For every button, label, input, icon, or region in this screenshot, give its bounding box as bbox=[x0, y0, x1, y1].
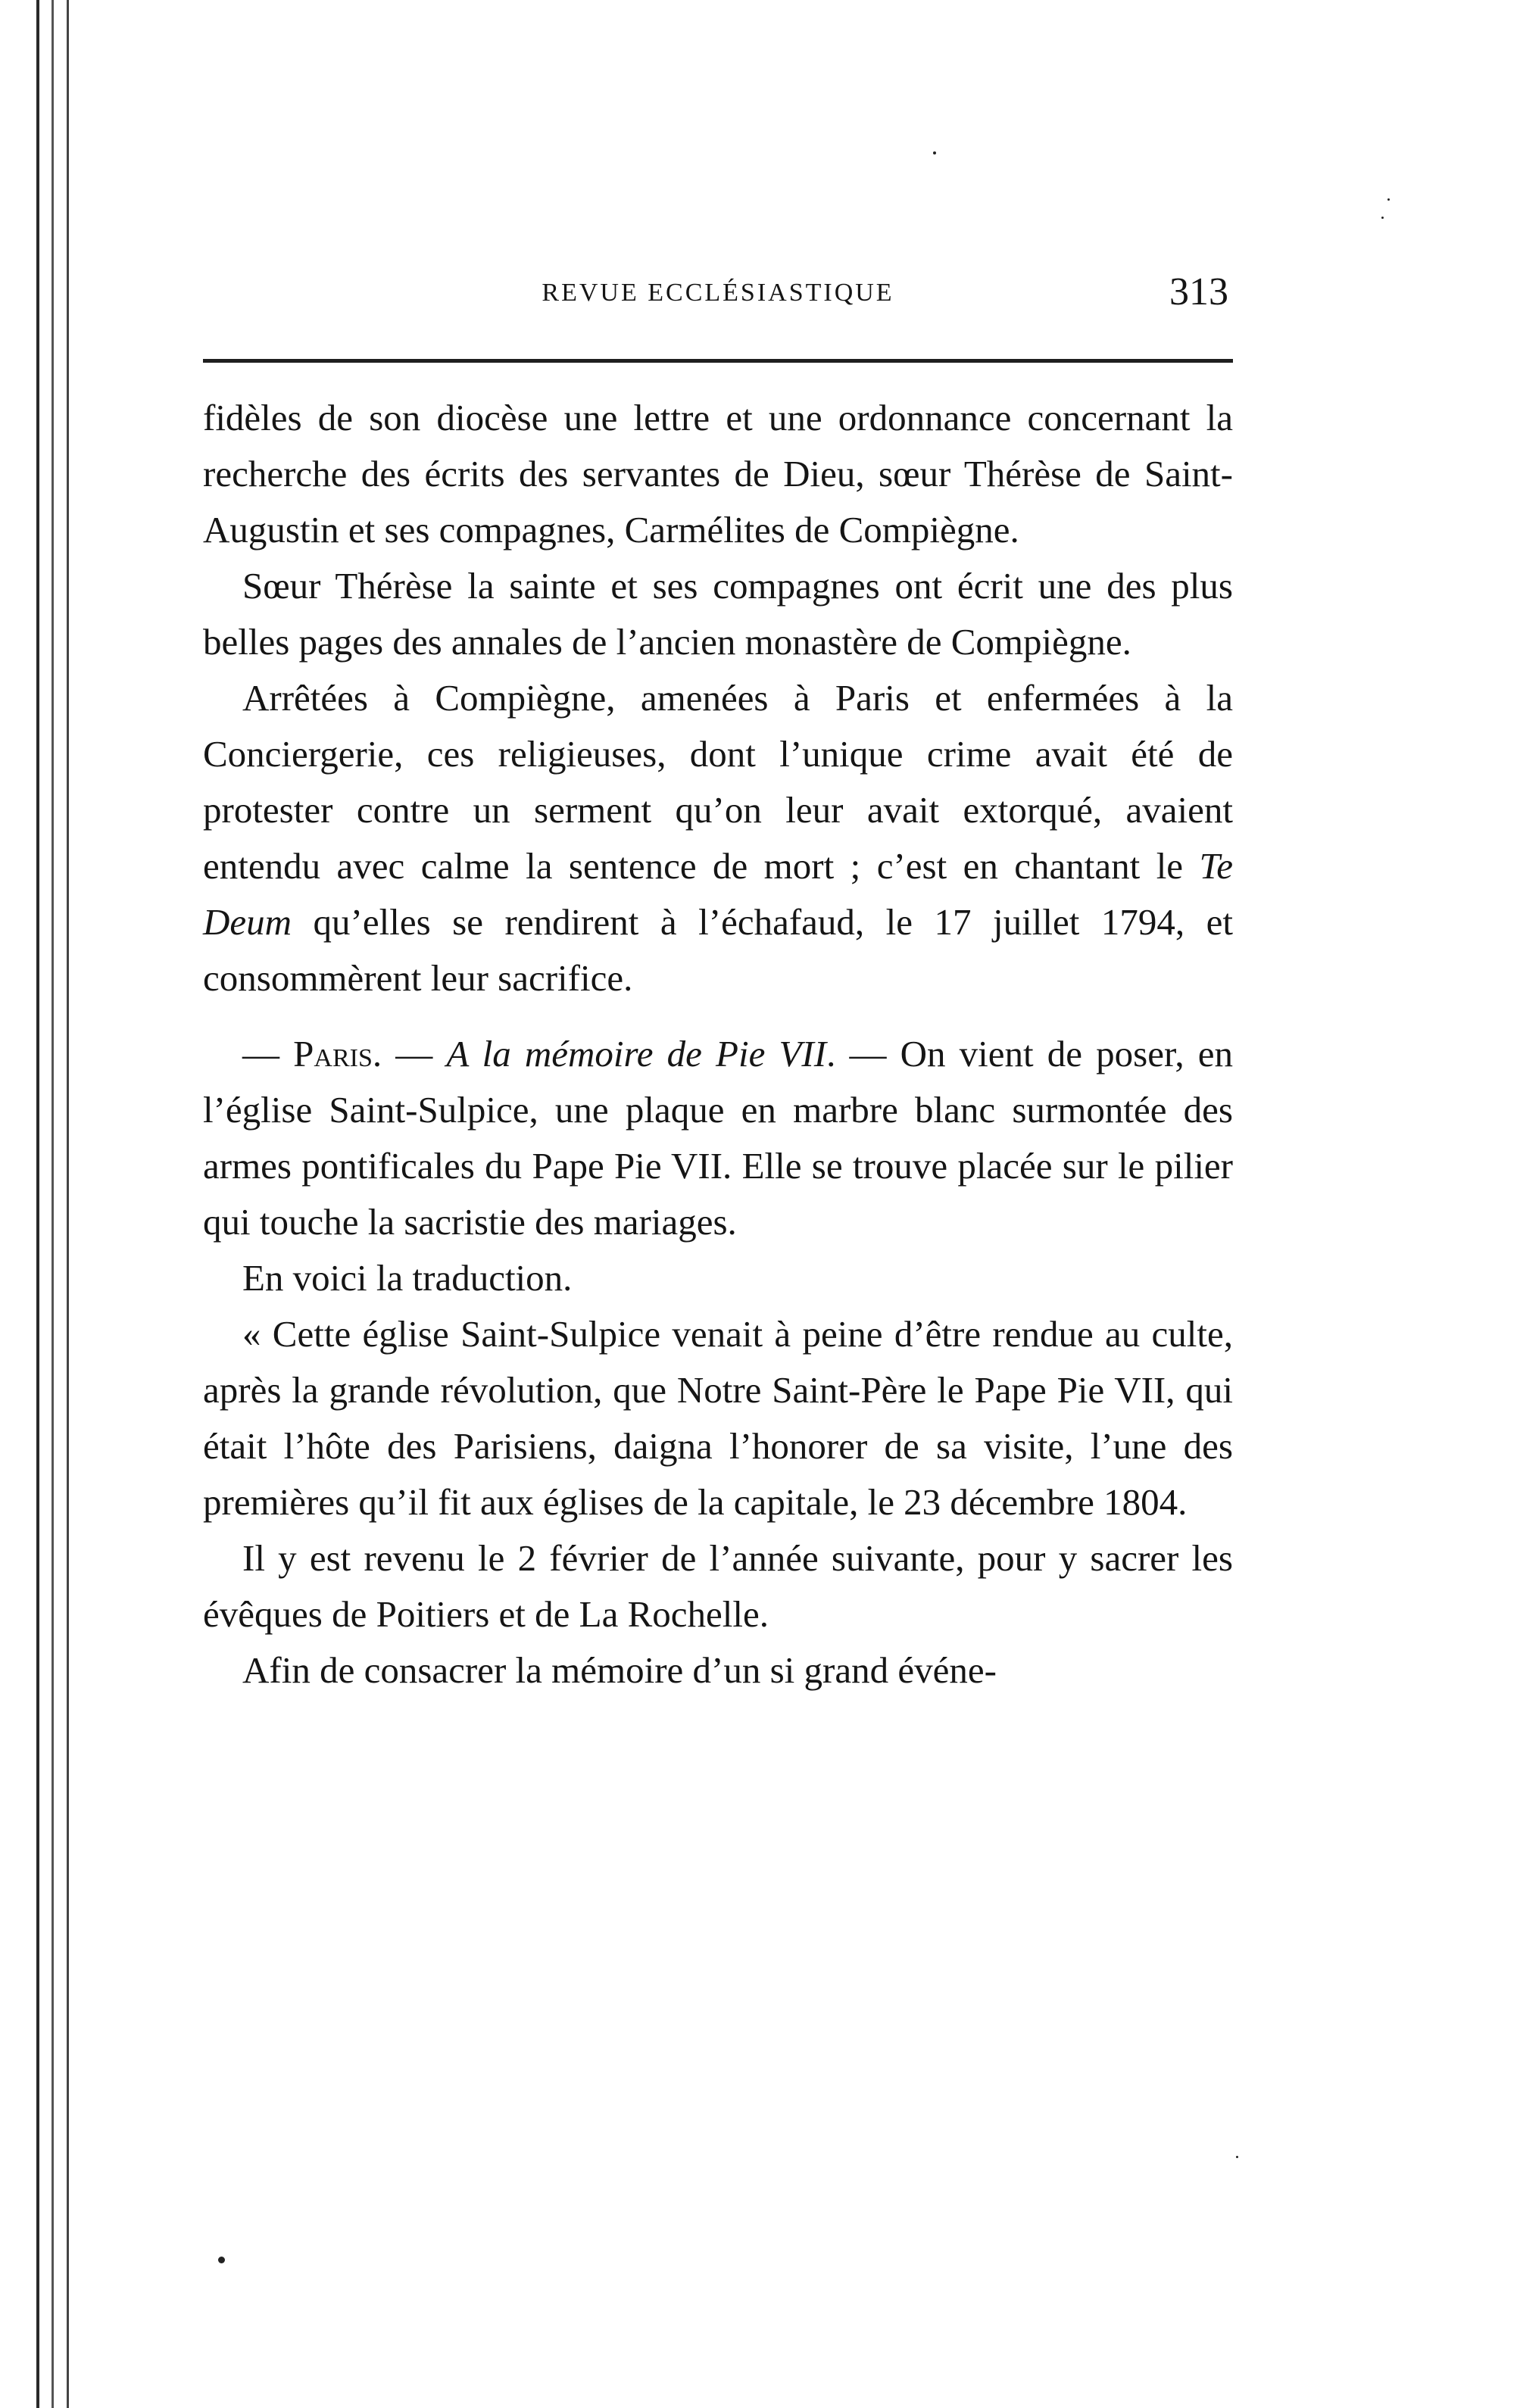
scan-speck bbox=[933, 151, 936, 154]
scan-speck bbox=[1387, 198, 1390, 201]
journal-title: REVUE ECCLÉSIASTIQUE bbox=[542, 279, 894, 307]
heading-separator: . — bbox=[372, 1033, 447, 1075]
paragraph-continuation: fidèles de son diocèse une lettre et une ordonnance concernant la recherche des écrits des servantes de Dieu, sœur Thérèse de Saint-Augustin et ses compagnes, Carmélites de Compiègne. bbox=[203, 397, 1233, 551]
paragraph-text-after-italic: qu’elles se rendirent à l’échafaud, le 17 juillet 1794, et consommèrent leur sacrifice. bbox=[203, 901, 1233, 999]
scan-binding-line bbox=[51, 0, 54, 2408]
paris-news-text: . — On vient de poser, en l’église Saint-Sulpice, une plaque en marbre blanc surmontée des armes pontificales du Pape Pie VII. Elle se trouve placée sur le pilier qui touche la sacristie des mariages. bbox=[203, 1033, 1234, 1243]
scan-speck bbox=[1381, 217, 1384, 219]
place-heading: Paris bbox=[293, 1033, 373, 1075]
scan-speck bbox=[218, 2257, 225, 2263]
te-deum-italic: Te Deum bbox=[203, 845, 1233, 943]
article-body bbox=[203, 390, 1233, 1698]
paragraph-saint-therese: Sœur Thérèse la sainte et ses compagnes ont écrit une des plus belles pages des annales de l’ancien monastère de Compiègne. bbox=[203, 565, 1233, 663]
page-number: 313 bbox=[1169, 270, 1228, 313]
scan-binding-edge bbox=[36, 0, 39, 2408]
scan-speck bbox=[1236, 2156, 1238, 2158]
paragraph-text-before-italic: Arrêtées à Compiègne, amenées à Paris et enfermées à la Conciergerie, ces religieuses, dont l’unique crime avait été de protester contre un serment qu’on leur avait extorqué, avaient entendu avec calme la sentence de mort ; c’est en chantant le bbox=[203, 677, 1233, 887]
translation-quote-paragraph: « Cette église Saint-Sulpice venait à peine d’être rendue au culte, après la grande révolution, que Notre Saint-Père le Pape Pie VII, qui était l’hôte des Parisiens, daigna l’honorer de sa visite, l’une des premières qu’il fit aux églises de la capitale, le 23 décembre 1804. bbox=[203, 1313, 1233, 1523]
final-fragment-paragraph: Afin de consacrer la mémoire d’un si grand événe- bbox=[242, 1649, 997, 1691]
document-page bbox=[203, 257, 1233, 1698]
paragraph-arrest-and-execution bbox=[203, 670, 1233, 1006]
return-visit-paragraph: Il y est revenu le 2 février de l’année suivante, pour y sacrer les évêques de Poitiers et de La Rochelle. bbox=[203, 1537, 1233, 1635]
header-rule bbox=[203, 359, 1233, 363]
scan-binding-line bbox=[67, 0, 69, 2408]
running-header bbox=[203, 257, 1233, 320]
dash-lead: — bbox=[242, 1033, 294, 1075]
translation-intro: En voici la traduction. bbox=[242, 1257, 573, 1299]
memorial-title: A la mémoire de Pie VII bbox=[446, 1033, 827, 1075]
paris-news-paragraph bbox=[203, 1026, 1233, 1250]
